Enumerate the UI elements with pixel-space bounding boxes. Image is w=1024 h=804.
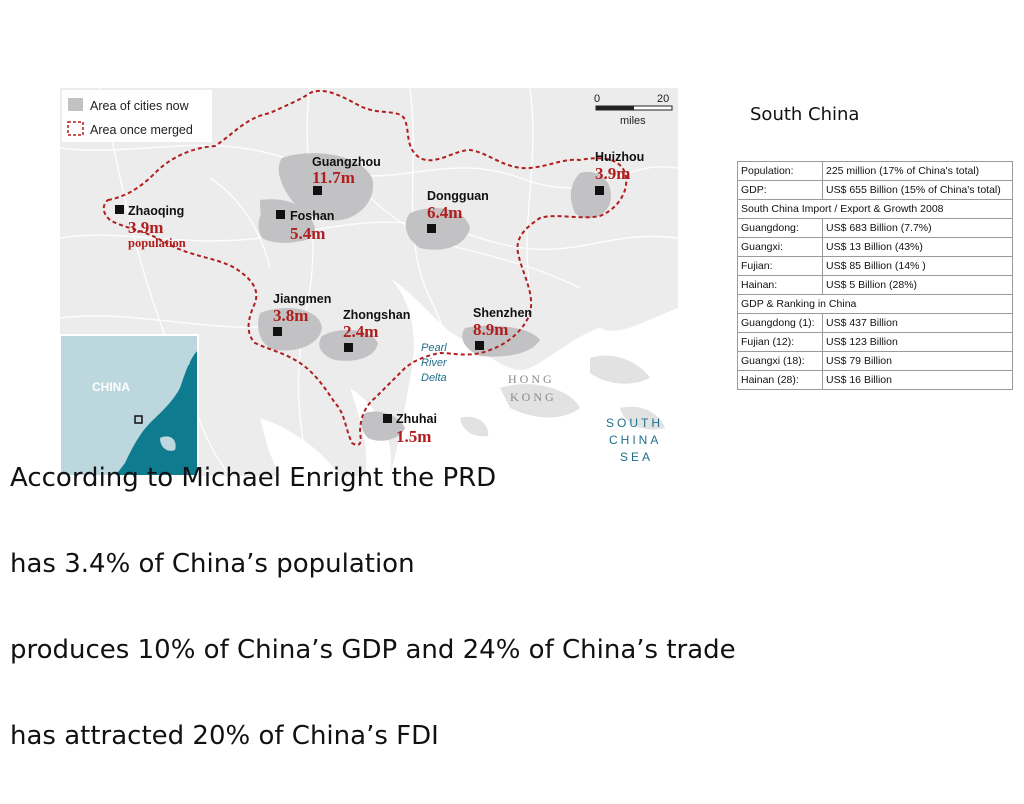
table-row	[738, 219, 1013, 238]
svg-text:Pearl: Pearl	[421, 342, 447, 354]
zhuhai-label: Zhuhai	[396, 412, 437, 426]
table-row	[738, 200, 1013, 219]
table-cell-value: US$ 13 Billion (43%)	[823, 238, 1013, 257]
jiangmen-marker	[273, 327, 282, 336]
guangzhou-marker	[313, 186, 322, 195]
table-row	[738, 314, 1013, 333]
legend-area-now: Area of cities now	[90, 99, 189, 113]
scale-end: 20	[657, 93, 670, 105]
table-cell-value: US$ 123 Billion	[823, 333, 1013, 352]
scale-unit: miles	[620, 115, 646, 127]
zhongshan-population: 2.4m	[343, 322, 379, 341]
table-cell-label: Population:	[738, 162, 823, 181]
zhaoqing-population-word: population	[128, 236, 186, 250]
legend-area-now-swatch	[68, 98, 83, 111]
svg-text:CHINA: CHINA	[609, 433, 662, 447]
zhongshan-label: Zhongshan	[343, 308, 411, 322]
svg-text:SOUTH: SOUTH	[606, 416, 663, 430]
table-row	[738, 371, 1013, 390]
zhongshan-marker	[344, 343, 353, 352]
table-cell-label: Hainan (28):	[738, 371, 823, 390]
shenzhen-label: Shenzhen	[473, 306, 533, 320]
table-row	[738, 352, 1013, 371]
bullet-list	[10, 460, 1010, 804]
foshan-population: 5.4m	[290, 224, 326, 243]
table-cell-label: Guangxi (18):	[738, 352, 823, 371]
guangzhou-population: 11.7m	[312, 168, 355, 187]
table-cell-label: Guangdong (1):	[738, 314, 823, 333]
dongguan-label: Dongguan	[427, 189, 489, 203]
table-cell-value: 225 million (17% of China's total)	[823, 162, 1013, 181]
table-cell-value: US$ 79 Billion	[823, 352, 1013, 371]
inset-china-label: CHINA	[92, 380, 130, 394]
table-cell-label: Guangxi:	[738, 238, 823, 257]
side-title: South China	[750, 104, 860, 125]
svg-text:HONG: HONG	[508, 372, 555, 386]
table-row	[738, 181, 1013, 200]
guangzhou-label: Guangzhou	[312, 155, 381, 169]
bullet-1: According to Michael Enright the PRD	[10, 463, 497, 493]
bullet-2: has 3.4% of China’s population	[10, 549, 415, 579]
south-china-stats-table	[737, 161, 1013, 390]
svg-text:River: River	[421, 357, 447, 369]
scale-start: 0	[594, 93, 601, 105]
zhaoqing-population: 3.9m	[128, 218, 164, 237]
shenzhen-marker	[475, 341, 484, 350]
table-section-header: GDP & Ranking in China	[738, 295, 1013, 314]
zhaoqing-marker	[115, 205, 124, 214]
china-inset-map	[60, 335, 198, 476]
table-row	[738, 295, 1013, 314]
table-row	[738, 257, 1013, 276]
table-cell-value: US$ 437 Billion	[823, 314, 1013, 333]
foshan-marker	[276, 210, 285, 219]
foshan-label: Foshan	[290, 209, 335, 223]
zhaoqing-label: Zhaoqing	[128, 204, 185, 218]
table-cell-label: Hainan:	[738, 276, 823, 295]
legend-area-merged: Area once merged	[90, 123, 193, 137]
table-row	[738, 162, 1013, 181]
map-legend	[62, 90, 212, 142]
dongguan-population: 6.4m	[427, 203, 463, 222]
jiangmen-label: Jiangmen	[273, 292, 332, 306]
huizhou-population: 3.9m	[595, 164, 631, 183]
table-cell-value: US$ 16 Billion	[823, 371, 1013, 390]
table-row	[738, 276, 1013, 295]
huizhou-marker	[595, 186, 604, 195]
pearl-river-delta-label	[421, 342, 448, 384]
zhuhai-population: 1.5m	[396, 427, 432, 446]
table-cell-label: Fujian:	[738, 257, 823, 276]
svg-text:KONG: KONG	[510, 390, 557, 404]
table-cell-value: US$ 683 Billion (7.7%)	[823, 219, 1013, 238]
table-section-header: South China Import / Export & Growth 2008	[738, 200, 1013, 219]
zhuhai-marker	[383, 414, 392, 423]
table-cell-label: GDP:	[738, 181, 823, 200]
table-cell-value: US$ 5 Billion (28%)	[823, 276, 1013, 295]
table-cell-value: US$ 85 Billion (14% )	[823, 257, 1013, 276]
prd-map	[60, 88, 678, 476]
jiangmen-population: 3.8m	[273, 306, 309, 325]
huizhou-label: Huizhou	[595, 150, 645, 164]
table-cell-value: US$ 655 Billion (15% of China's total)	[823, 181, 1013, 200]
bullet-3: produces 10% of China’s GDP and 24% of China’s trade	[10, 635, 736, 665]
shenzhen-population: 8.9m	[473, 320, 509, 339]
svg-text:SEA: SEA	[620, 450, 654, 464]
table-cell-label: Fujian (12):	[738, 333, 823, 352]
svg-text:Delta: Delta	[421, 372, 447, 384]
table-cell-label: Guangdong:	[738, 219, 823, 238]
dongguan-marker	[427, 224, 436, 233]
table-row	[738, 333, 1013, 352]
bullet-4: has attracted 20% of China’s FDI	[10, 721, 439, 751]
table-row	[738, 238, 1013, 257]
